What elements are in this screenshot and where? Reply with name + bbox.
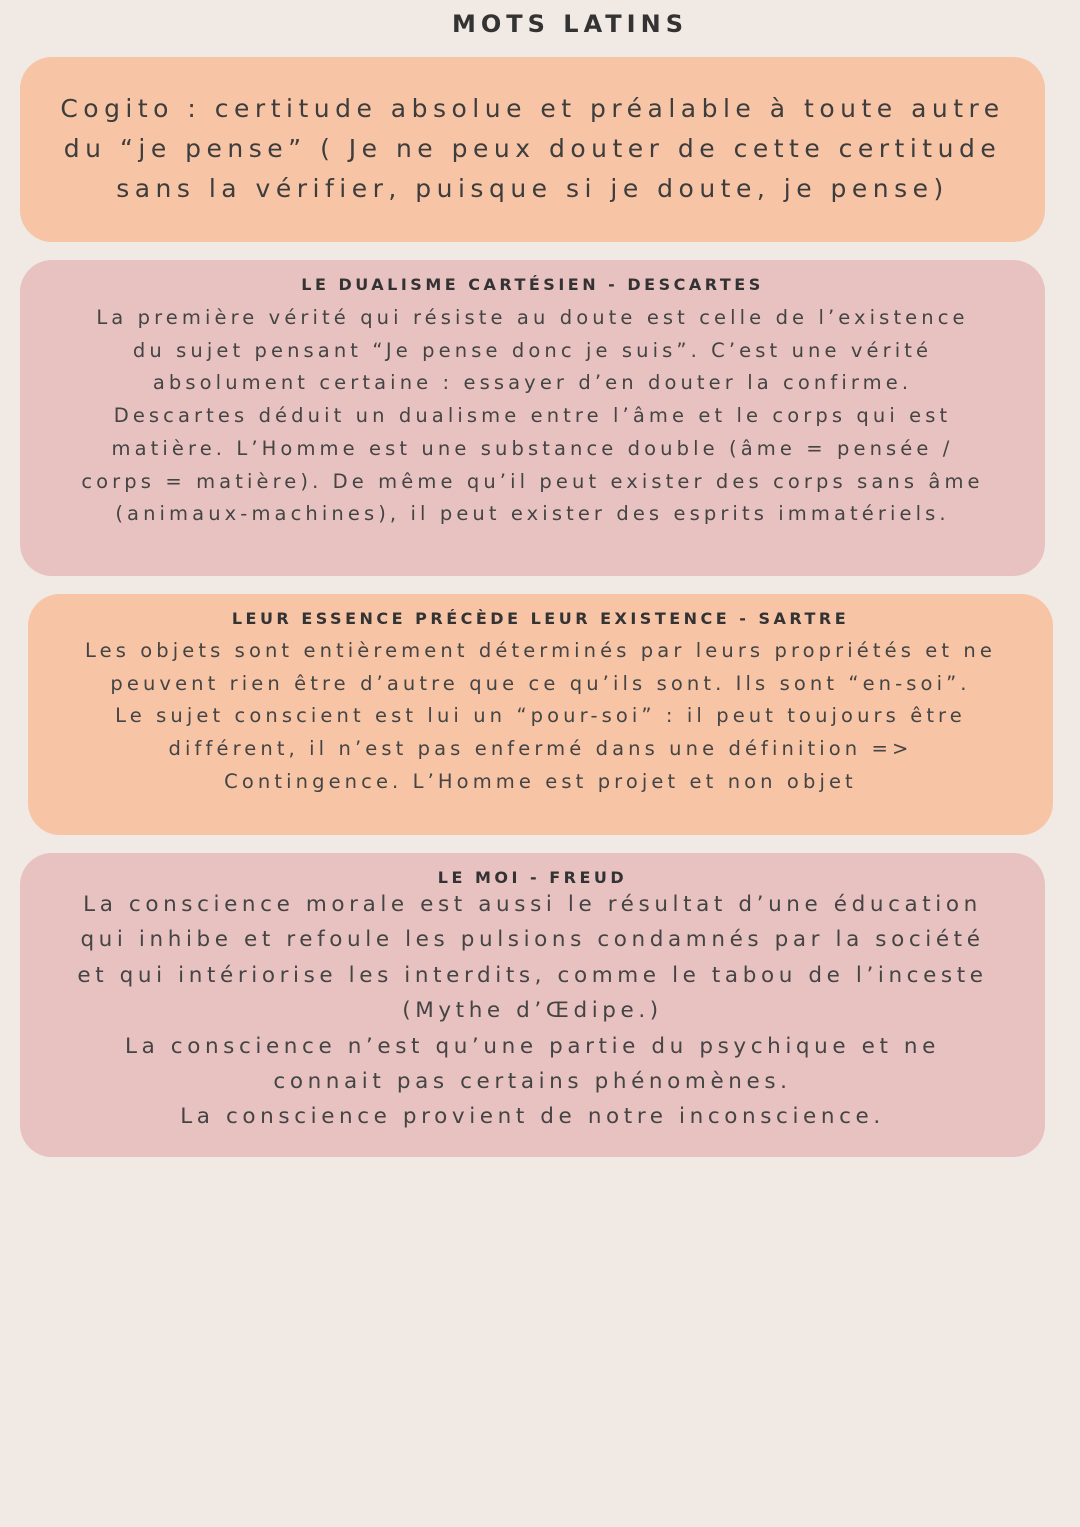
cogito-text: Cogito : certitude absolue et préalable à toute autre du “je pense” ( Je ne peux douter de cette certitude sans la vérifier, puisque si je doute, je pense) — [60, 94, 1005, 203]
page-title: MOTS LATINS — [452, 10, 688, 38]
sartre-card-text: Les objets sont entièrement déterminés par leurs propriétés et ne peuvent rien être d’autre que ce qu’ils sont. Ils sont “en-soi”. Le sujet conscient est lui un “pour-soi” : il peut toujours être différent, il n’est pas enfermé dans une définition => Contingence. L’Homme est projet et non objet — [84, 639, 996, 793]
freud-card-title: LE MOI - FREUD — [437, 868, 628, 887]
descartes-card — [20, 260, 1045, 576]
cogito-card — [20, 57, 1045, 242]
descartes-card-text: La première vérité qui résiste au doute est celle de l’existence du sujet pensant “Je pense donc je suis”. C’est une vérité absolument certaine : essayer d’en douter la confirme. Descartes déduit un dualisme entre l’âme et le corps qui est matière. L’Homme est une substance double (âme = pensée / corps = matière). De même qu’il peut exister des corps sans âme (animaux-machines), il peut exister des esprits immatériels. — [81, 306, 984, 526]
descartes-card-title: LE DUALISME CARTÉSIEN - DESCARTES — [301, 275, 764, 294]
freud-card — [20, 853, 1045, 1157]
freud-card-text: La conscience morale est aussi le résultat d’une éducation qui inhibe et refoule les pulsions condamnés par la société et qui intériorise les interdits, comme le tabou de l’inceste (Mythe d’Œdipe.) La conscience n’est qu’une partie du psychique et ne connait pas certains phénomènes. La conscience provient de notre inconscience. — [77, 892, 988, 1130]
sartre-card-title: LEUR ESSENCE PRÉCÈDE LEUR EXISTENCE - SARTRE — [231, 609, 850, 628]
sartre-card — [28, 594, 1053, 835]
